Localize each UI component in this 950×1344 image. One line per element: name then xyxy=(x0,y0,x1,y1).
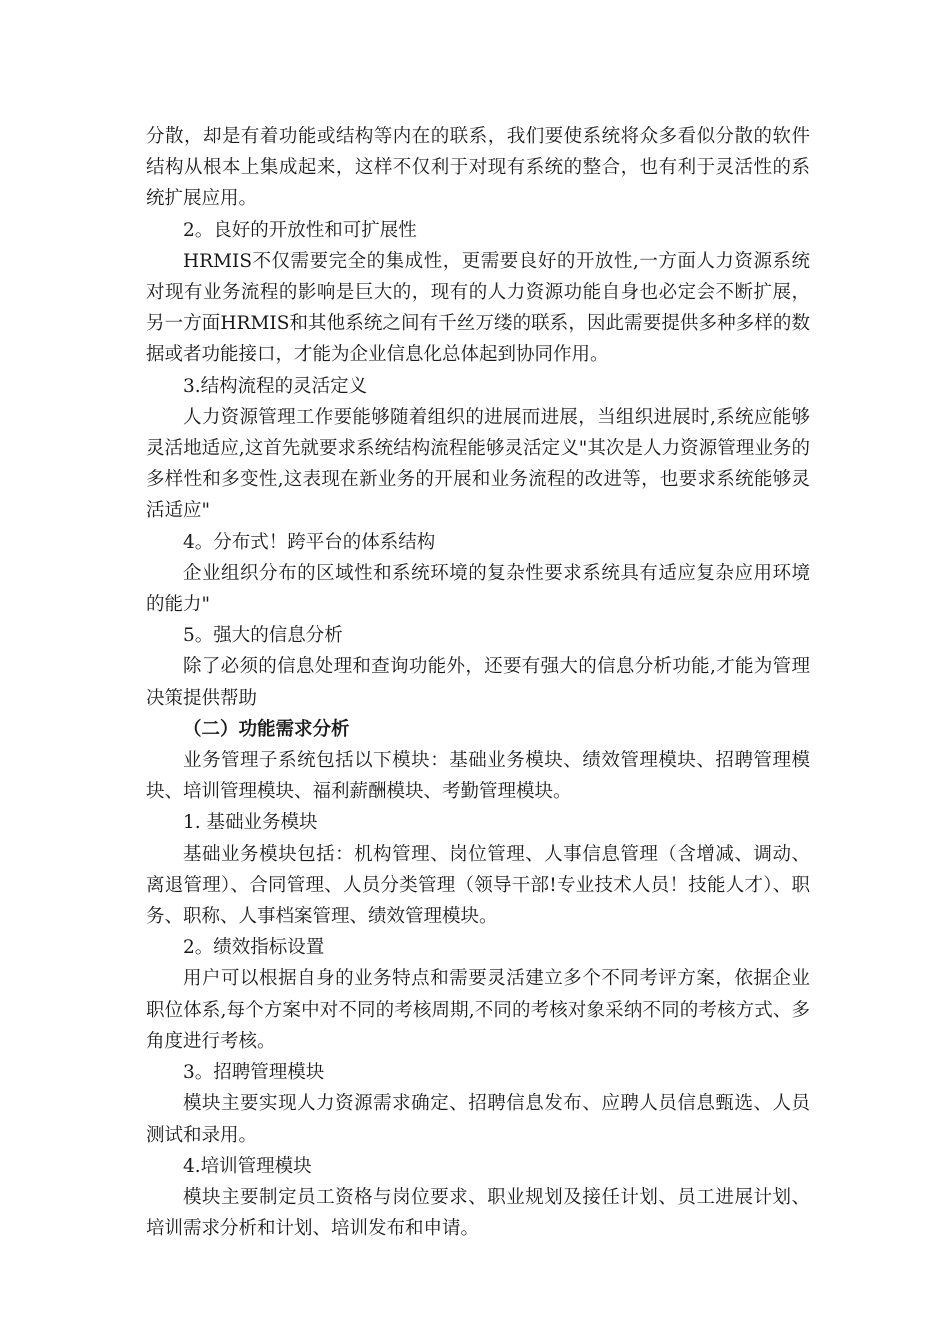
subheading-info-analysis: 5。强大的信息分析 xyxy=(183,625,343,647)
subheading-training: 4.培训管理模块 xyxy=(183,1155,312,1177)
paragraph-body: 基础业务模块包括：机构管理、岗位管理、人事信息管理（含增减、调动、离退管理）、合同管理、人员分类管理（领导干部!专业技术人员！技能人才）、职务、职称、人事档案管理、绩效管理模块。 xyxy=(146,843,810,928)
subheading-basic-module: 1. 基础业务模块 xyxy=(183,812,318,834)
subheading-performance: 2。绩效指标设置 xyxy=(183,937,325,959)
paragraph-body: 除了必须的信息处理和查询功能外，还要有强大的信息分析功能,才能为管理决策提供帮助 xyxy=(146,656,810,709)
paragraph-body: 人力资源管理工作要能够随着组织的进展而进展，当组织进展时,系统应能够灵活地适应,这首先就要求系统结构流程能够灵活定义"其次是人力资源管理业务的多样性和多变性,这表现在新业务的开展和业务流程的改进等，也要求系统能够灵活适应" xyxy=(146,406,810,522)
subheading-recruitment: 3。招聘管理模块 xyxy=(183,1062,325,1084)
paragraph-body: 模块主要制定员工资格与岗位要求、职业规划及接任计划、员工进展计划、培训需求分析和计划、培训发布和申请。 xyxy=(146,1186,810,1240)
paragraph-body: HRMIS不仅需要完全的集成性，更需要良好的开放性,一方面人力资源系统对现有业务流程的影响是巨大的，现有的人力资源功能自身也必定会不断扩展，另一方面HRMIS和其他系统之间有千丝万缕的联系，因此需要提供多种多样的数据或者功能接口，才能为企业信息化总体起到协同作用。 xyxy=(146,250,810,366)
paragraph-body: 业务管理子系统包括以下模块：基础业务模块、绩效管理模块、招聘管理模块、培训管理模块、福利薪酬模块、考勤管理模块。 xyxy=(146,750,810,803)
section-heading: （二）功能需求分析 xyxy=(183,718,350,740)
paragraph-body: 用户可以根据自身的业务特点和需要灵活建立多个不同考评方案，依据企业职位体系,每个方案中对不同的考核周期,不同的考核对象采纳不同的考核方式、多角度进行考核。 xyxy=(146,968,810,1052)
paragraph-body: 企业组织分布的区域性和系统环境的复杂性要求系统具有适应复杂应用环境的能力" xyxy=(146,562,810,616)
subheading-flexible-flow: 3.结构流程的灵活定义 xyxy=(183,375,368,397)
document-body xyxy=(146,121,810,1244)
subheading-openness: 2。良好的开放性和可扩展性 xyxy=(183,219,417,241)
paragraph-body: 分散，却是有着功能或结构等内在的联系，我们要使系统将众多看似分散的软件结构从根本上集成起来，这样不仅利于对现有系统的整合，也有利于灵活性的系统扩展应用。 xyxy=(146,126,810,210)
subheading-distributed: 4。分布式！跨平台的体系结构 xyxy=(183,531,436,553)
paragraph-body: 模块主要实现人力资源需求确定、招聘信息发布、应聘人员信息甄选、人员测试和录用。 xyxy=(146,1093,810,1146)
